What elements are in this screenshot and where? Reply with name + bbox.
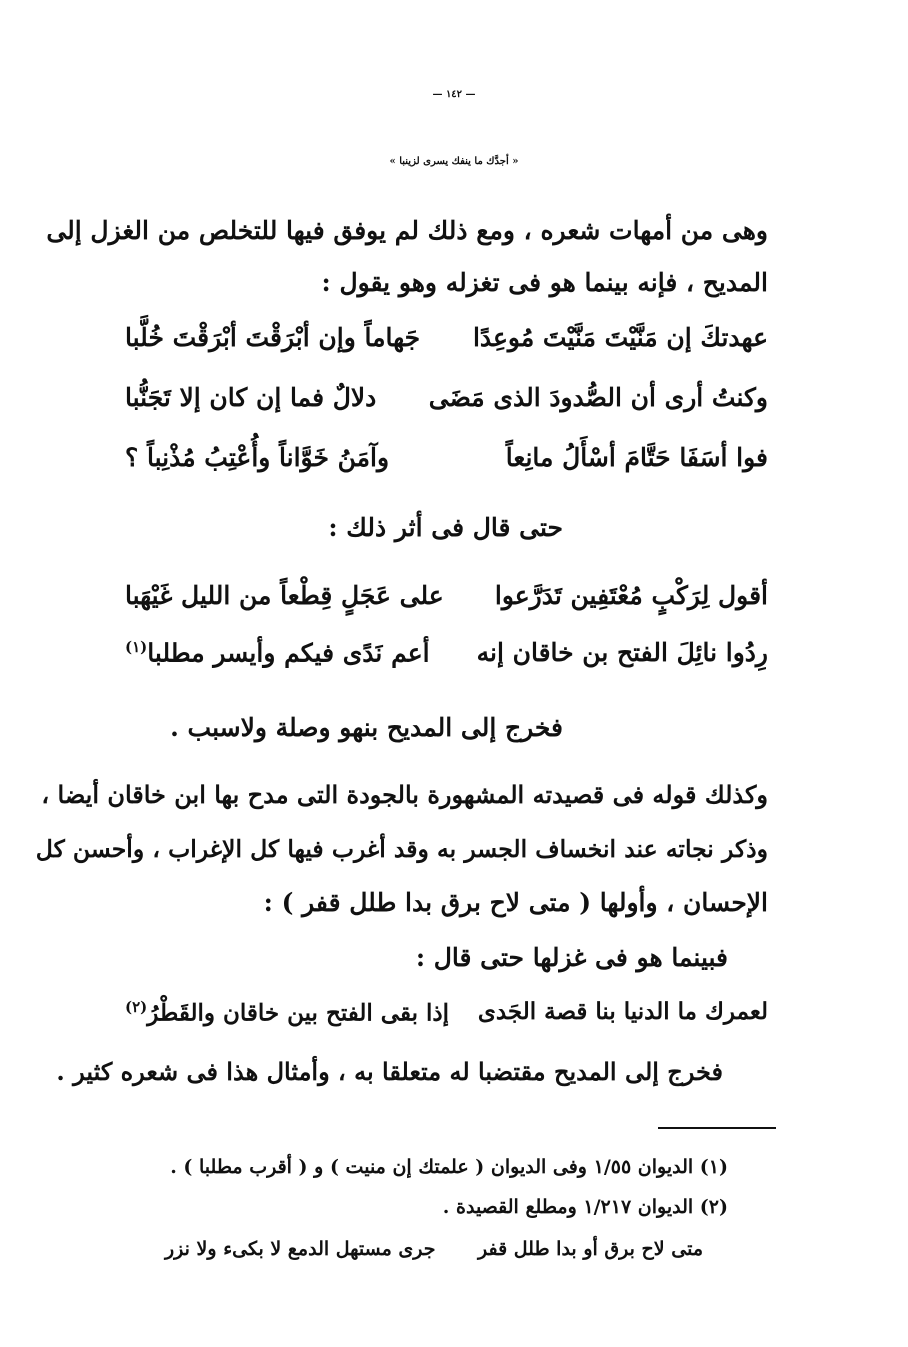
verse-hemistich-right: أقول لِرَكْبٍ مُعْتَفِين تَدَرَّعوا — [494, 581, 768, 610]
footnote-verse-left: جرى مستهل الدمع لا بكىء ولا نزر — [165, 1238, 436, 1260]
footnote: (٢) الديوان ١/٢١٧ ومطلع القصيدة . — [442, 1196, 728, 1218]
paragraph-line: وهى من أمهات شعره ، ومع ذلك لم يوفق فيها للتخلص من الغزل إلى — [46, 216, 768, 245]
verse-hemistich-left: وآمَنُ خَوَّاناً وأُعْتِبُ مُذْنِباً ؟ — [125, 443, 390, 472]
transition-line: فبينما هو فى غزلها حتى قال : — [415, 943, 728, 972]
conclusion-line: فخرج إلى المديح بنهو وصلة ولاسبب . — [170, 713, 563, 742]
footnote: (١) الديوان ١/٥٥ وفى الديوان ( علمتك إن منيت ) و ( أقرب مطلبا ) . — [170, 1156, 728, 1178]
verse-hemistich-right: لعمرك ما الدنيا بنا قصة الجَدى — [477, 998, 768, 1025]
paragraph-line: وكذلك قوله فى قصيدته المشهورة بالجودة التى مدح بها ابن خاقان أيضا ، — [41, 780, 768, 809]
verse-hemistich-right: رِدُوا نائِلَ الفتح بن خاقان إنه — [476, 638, 768, 667]
paragraph-line: المديح ، فإنه بينما هو فى تغزله وهو يقول : — [321, 268, 768, 297]
transition-line: حتى قال فى أثر ذلك : — [328, 513, 563, 542]
section-heading: « أجدَّك ما ينفك يسرى لزينبا » — [389, 156, 519, 167]
verse-hemistich-right: وكنتُ أرى أن الصُّدودَ الذى مَضَى — [428, 383, 768, 412]
verse-hemistich-right: فوا أسَفَا حَتَّامَ أسْأَلُ مانِعاً — [505, 443, 768, 472]
verse-hemistich-left: جَهاماً وإن أبْرَقْتَ أبْرَقْتَ خُلَّبا — [125, 323, 421, 352]
verse-hemistich-right: عهدتكَ إن مَنَّيْتَ مَنَّيْتَ مُوعِدًا — [472, 323, 768, 352]
footnote-verse-right: متى لاح برق أو بدا طلل قفر — [477, 1238, 703, 1260]
verse-hemistich-left: على عَجَلٍ قِطْعاً من الليل غَيْهَبا — [125, 581, 444, 610]
verse-text: إذا بقى الفتح بين خاقان والقَطْرُ — [147, 999, 450, 1027]
verse-hemistich-left: دلالٌ فما إن كان إلا تَجَنُّبا — [125, 383, 377, 412]
conclusion-line: فخرج إلى المديح مقتضبا له متعلقا به ، وأمثال هذا فى شعره كثير . — [56, 1057, 723, 1086]
footnote-marker: (١) — [125, 638, 148, 656]
page-number: — ١٤٢ — — [432, 89, 476, 100]
paragraph-line: الإحسان ، وأولها ( متى لاح برق بدا طلل قفر ) : — [263, 888, 768, 917]
paragraph-line: وذكر نجاته عند انخساف الجسر به وقد أغرب فيها كل الإغراب ، وأحسن كل — [35, 835, 768, 863]
footnote-marker: (٢) — [125, 998, 148, 1016]
verse-text: أعم نَدًى فيكم وأيسر مطلبا — [147, 638, 430, 668]
verse-hemistich-left — [125, 638, 430, 668]
footnote-divider — [658, 1127, 776, 1129]
verse-hemistich-left — [125, 1000, 449, 1025]
